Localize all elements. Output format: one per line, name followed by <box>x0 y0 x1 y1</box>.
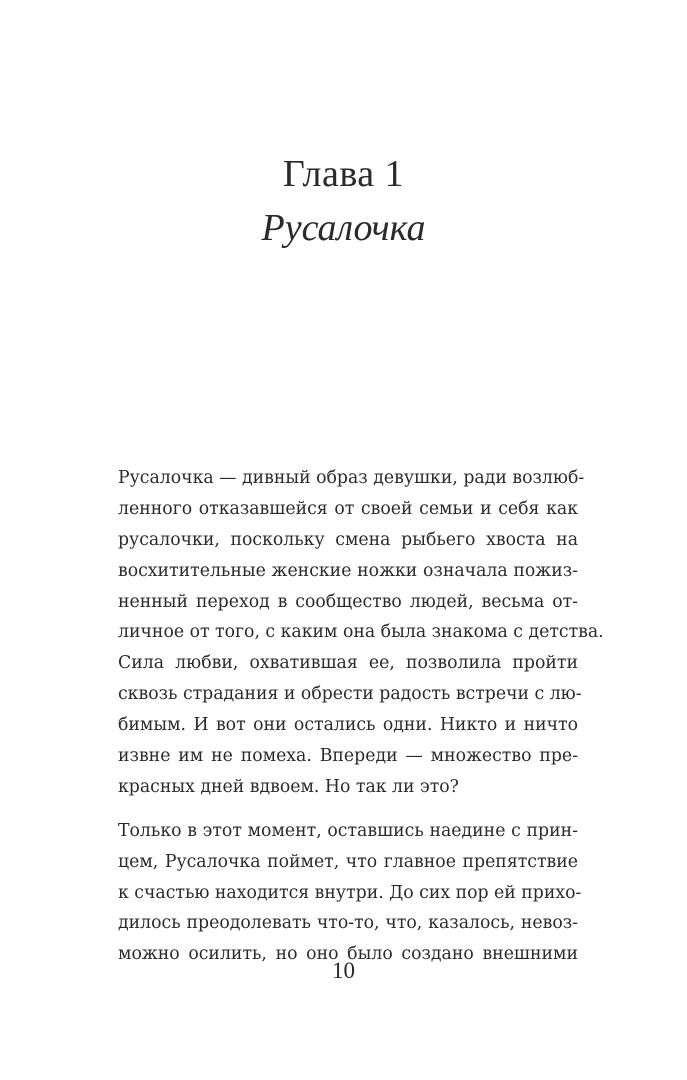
text-line: сквозь страдания и обрести радость встречи с лю- <box>118 684 582 705</box>
chapter-title: Русалочка <box>261 207 426 249</box>
paragraph <box>118 463 604 803</box>
text-line: извне им не помеха. Впереди — множество пре- <box>118 746 578 767</box>
text-line: русалочки, поскольку смена рыбьего хвоста на <box>118 529 578 550</box>
text-line: личное от того, с каким она была знакома с детства. <box>118 622 604 643</box>
text-line: ненный переход в сообщество людей, весьма от- <box>118 591 578 612</box>
text-line: Сила любви, охватившая ее, позволила пройти <box>118 653 578 674</box>
text-line: бимым. И вот они остались одни. Никто и ничто <box>118 715 578 736</box>
text-line: цем, Русалочка поймет, что главное препятствие <box>118 851 578 872</box>
text-line: можно осилить, но оно было создано внешними <box>118 944 578 965</box>
text-line: к счастью находится внутри. До сих пор ей прихо- <box>118 882 582 903</box>
text-line: красных дней вдвоем. Но так ли это? <box>118 776 459 797</box>
text-line: восхитительные женские ножки означала пожиз- <box>118 560 578 581</box>
paragraph <box>118 816 582 970</box>
page-number: 10 <box>332 958 355 983</box>
text-line: дилось преодолевать что-то, что, казалось, невоз- <box>118 913 578 934</box>
text-line: ленного отказавшейся от своей семьи и себя как <box>118 498 578 519</box>
chapter-number: Глава 1 <box>282 153 405 195</box>
text-line: Только в этот момент, оставшись наедине с прин- <box>118 820 578 841</box>
text-line: Русалочка — дивный образ девушки, ради возлюб- <box>118 468 585 488</box>
body-text <box>118 463 604 983</box>
